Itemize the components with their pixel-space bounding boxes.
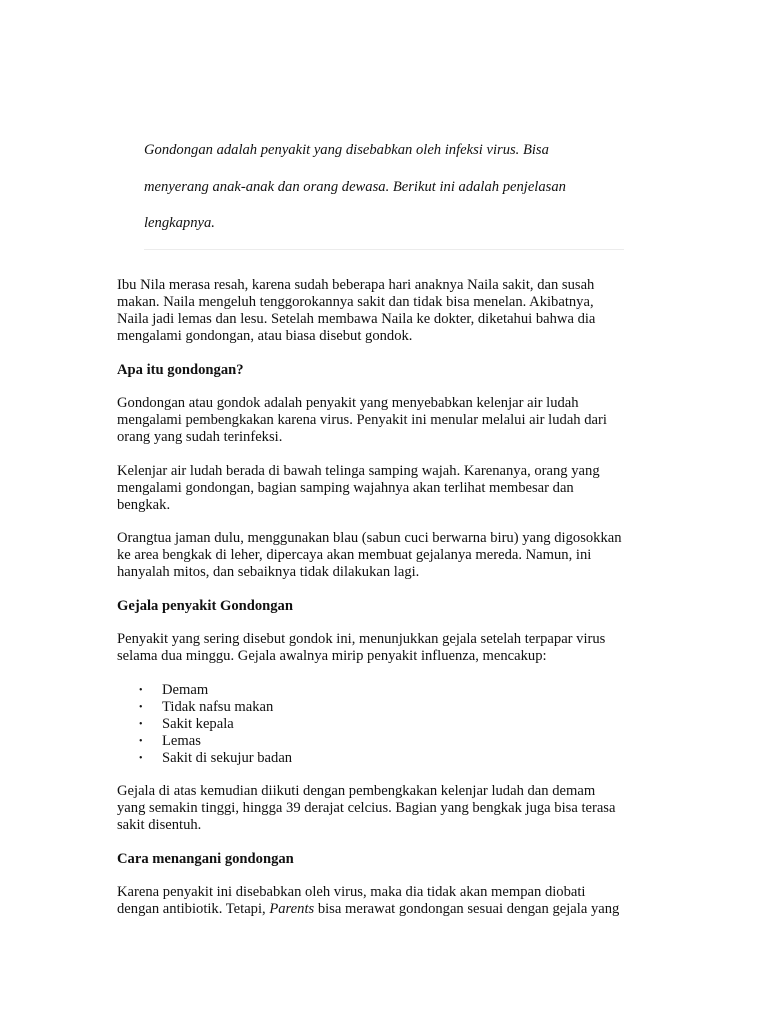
text-line: Orangtua jaman dulu, menggunakan blau (sabun cuci berwarna biru) yang digosokkan: [117, 530, 622, 546]
paragraph: [117, 530, 662, 581]
heading-cara-menangani: Cara menangani gondongan: [117, 850, 294, 867]
text-line: Kelenjar air ludah berada di bawah telinga samping wajah. Karenanya, orang yang: [117, 462, 600, 479]
text-line: Ibu Nila merasa resah, karena sudah beberapa hari anaknya Naila sakit, dan susah: [117, 277, 595, 293]
text-line: selama dua minggu. Gejala awalnya mirip penyakit influenza, mencakup:: [117, 648, 547, 664]
bullet-icon: •: [139, 718, 143, 730]
bullet-icon: •: [139, 735, 143, 747]
paragraph: [117, 463, 662, 514]
text-line: mengalami gondongan, bagian samping wajahnya akan terlihat membesar dan: [117, 479, 574, 496]
text-line: yang semakin tinggi, hingga 39 derajat celcius. Bagian yang bengkak juga bisa terasa: [117, 800, 616, 816]
emphasis-parents: Parents: [269, 901, 315, 917]
list-item-text: Sakit di sekujur badan: [162, 749, 293, 766]
text-line: mengalami pembengkakan karena virus. Penyakit ini menular melalui air ludah dari: [117, 412, 607, 428]
text-line: bengkak.: [117, 496, 171, 513]
lead-line-1: Gondongan adalah penyakit yang disebabkan oleh infeksi virus. Bisa: [144, 142, 549, 158]
paragraph: [117, 395, 662, 446]
text-line: Karena penyakit ini disebabkan oleh virus, maka dia tidak akan mempan diobati: [117, 884, 586, 900]
list-item: [139, 681, 662, 699]
heading-gejala-penyakit: Gejala penyakit Gondongan: [117, 597, 293, 614]
list-item-text: Tidak nafsu makan: [162, 698, 274, 715]
text-fragment: dengan antibiotik. Tetapi,: [117, 901, 270, 917]
symptom-list: [117, 682, 662, 767]
text-line: hanyalah mitos, dan sebaiknya tidak dilakukan lagi.: [117, 564, 420, 580]
list-item-text: Sakit kepala: [162, 715, 234, 732]
list-item: [139, 715, 662, 733]
text-line: Gejala di atas kemudian diikuti dengan pembengkakan kelenjar ludah dan demam: [117, 783, 596, 799]
heading-apa-itu-gondongan: Apa itu gondongan?: [117, 361, 244, 378]
text-line: mengalami gondongan, atau biasa disebut gondok.: [117, 328, 413, 344]
text-line: makan. Naila mengeluh tenggorokannya sakit dan tidak bisa menelan. Akibatnya,: [117, 294, 594, 310]
text-line: [117, 901, 662, 918]
divider: [144, 249, 624, 250]
paragraph: [117, 884, 662, 918]
text-line: sakit disentuh.: [117, 817, 202, 833]
lead-paragraph: [144, 132, 634, 242]
text-line: Naila jadi lemas dan lesu. Setelah membawa Naila ke dokter, diketahui bahwa dia: [117, 311, 596, 327]
list-item-text: Demam: [162, 681, 209, 698]
intro-paragraph: [117, 277, 662, 345]
article-body: [117, 277, 662, 935]
paragraph: [117, 783, 662, 834]
list-item-text: Lemas: [162, 732, 201, 749]
list-item: [139, 732, 662, 750]
text-line: Gondongan atau gondok adalah penyakit yang menyebabkan kelenjar air ludah: [117, 395, 579, 411]
text-line: orang yang sudah terinfeksi.: [117, 429, 283, 445]
list-item: [139, 749, 662, 767]
paragraph: [117, 631, 662, 665]
text-fragment: bisa merawat gondongan sesuai dengan gejala yang: [314, 901, 620, 917]
bullet-icon: •: [139, 684, 143, 696]
text-line: ke area bengkak di leher, dipercaya akan membuat gejalanya mereda. Namun, ini: [117, 547, 592, 563]
text-line: Penyakit yang sering disebut gondok ini, menunjukkan gejala setelah terpapar virus: [117, 631, 606, 647]
bullet-icon: •: [139, 701, 143, 713]
bullet-icon: •: [139, 752, 143, 764]
lead-line-3: lengkapnya.: [144, 215, 215, 231]
list-item: [139, 698, 662, 716]
lead-line-2: menyerang anak-anak dan orang dewasa. Berikut ini adalah penjelasan: [144, 178, 566, 195]
